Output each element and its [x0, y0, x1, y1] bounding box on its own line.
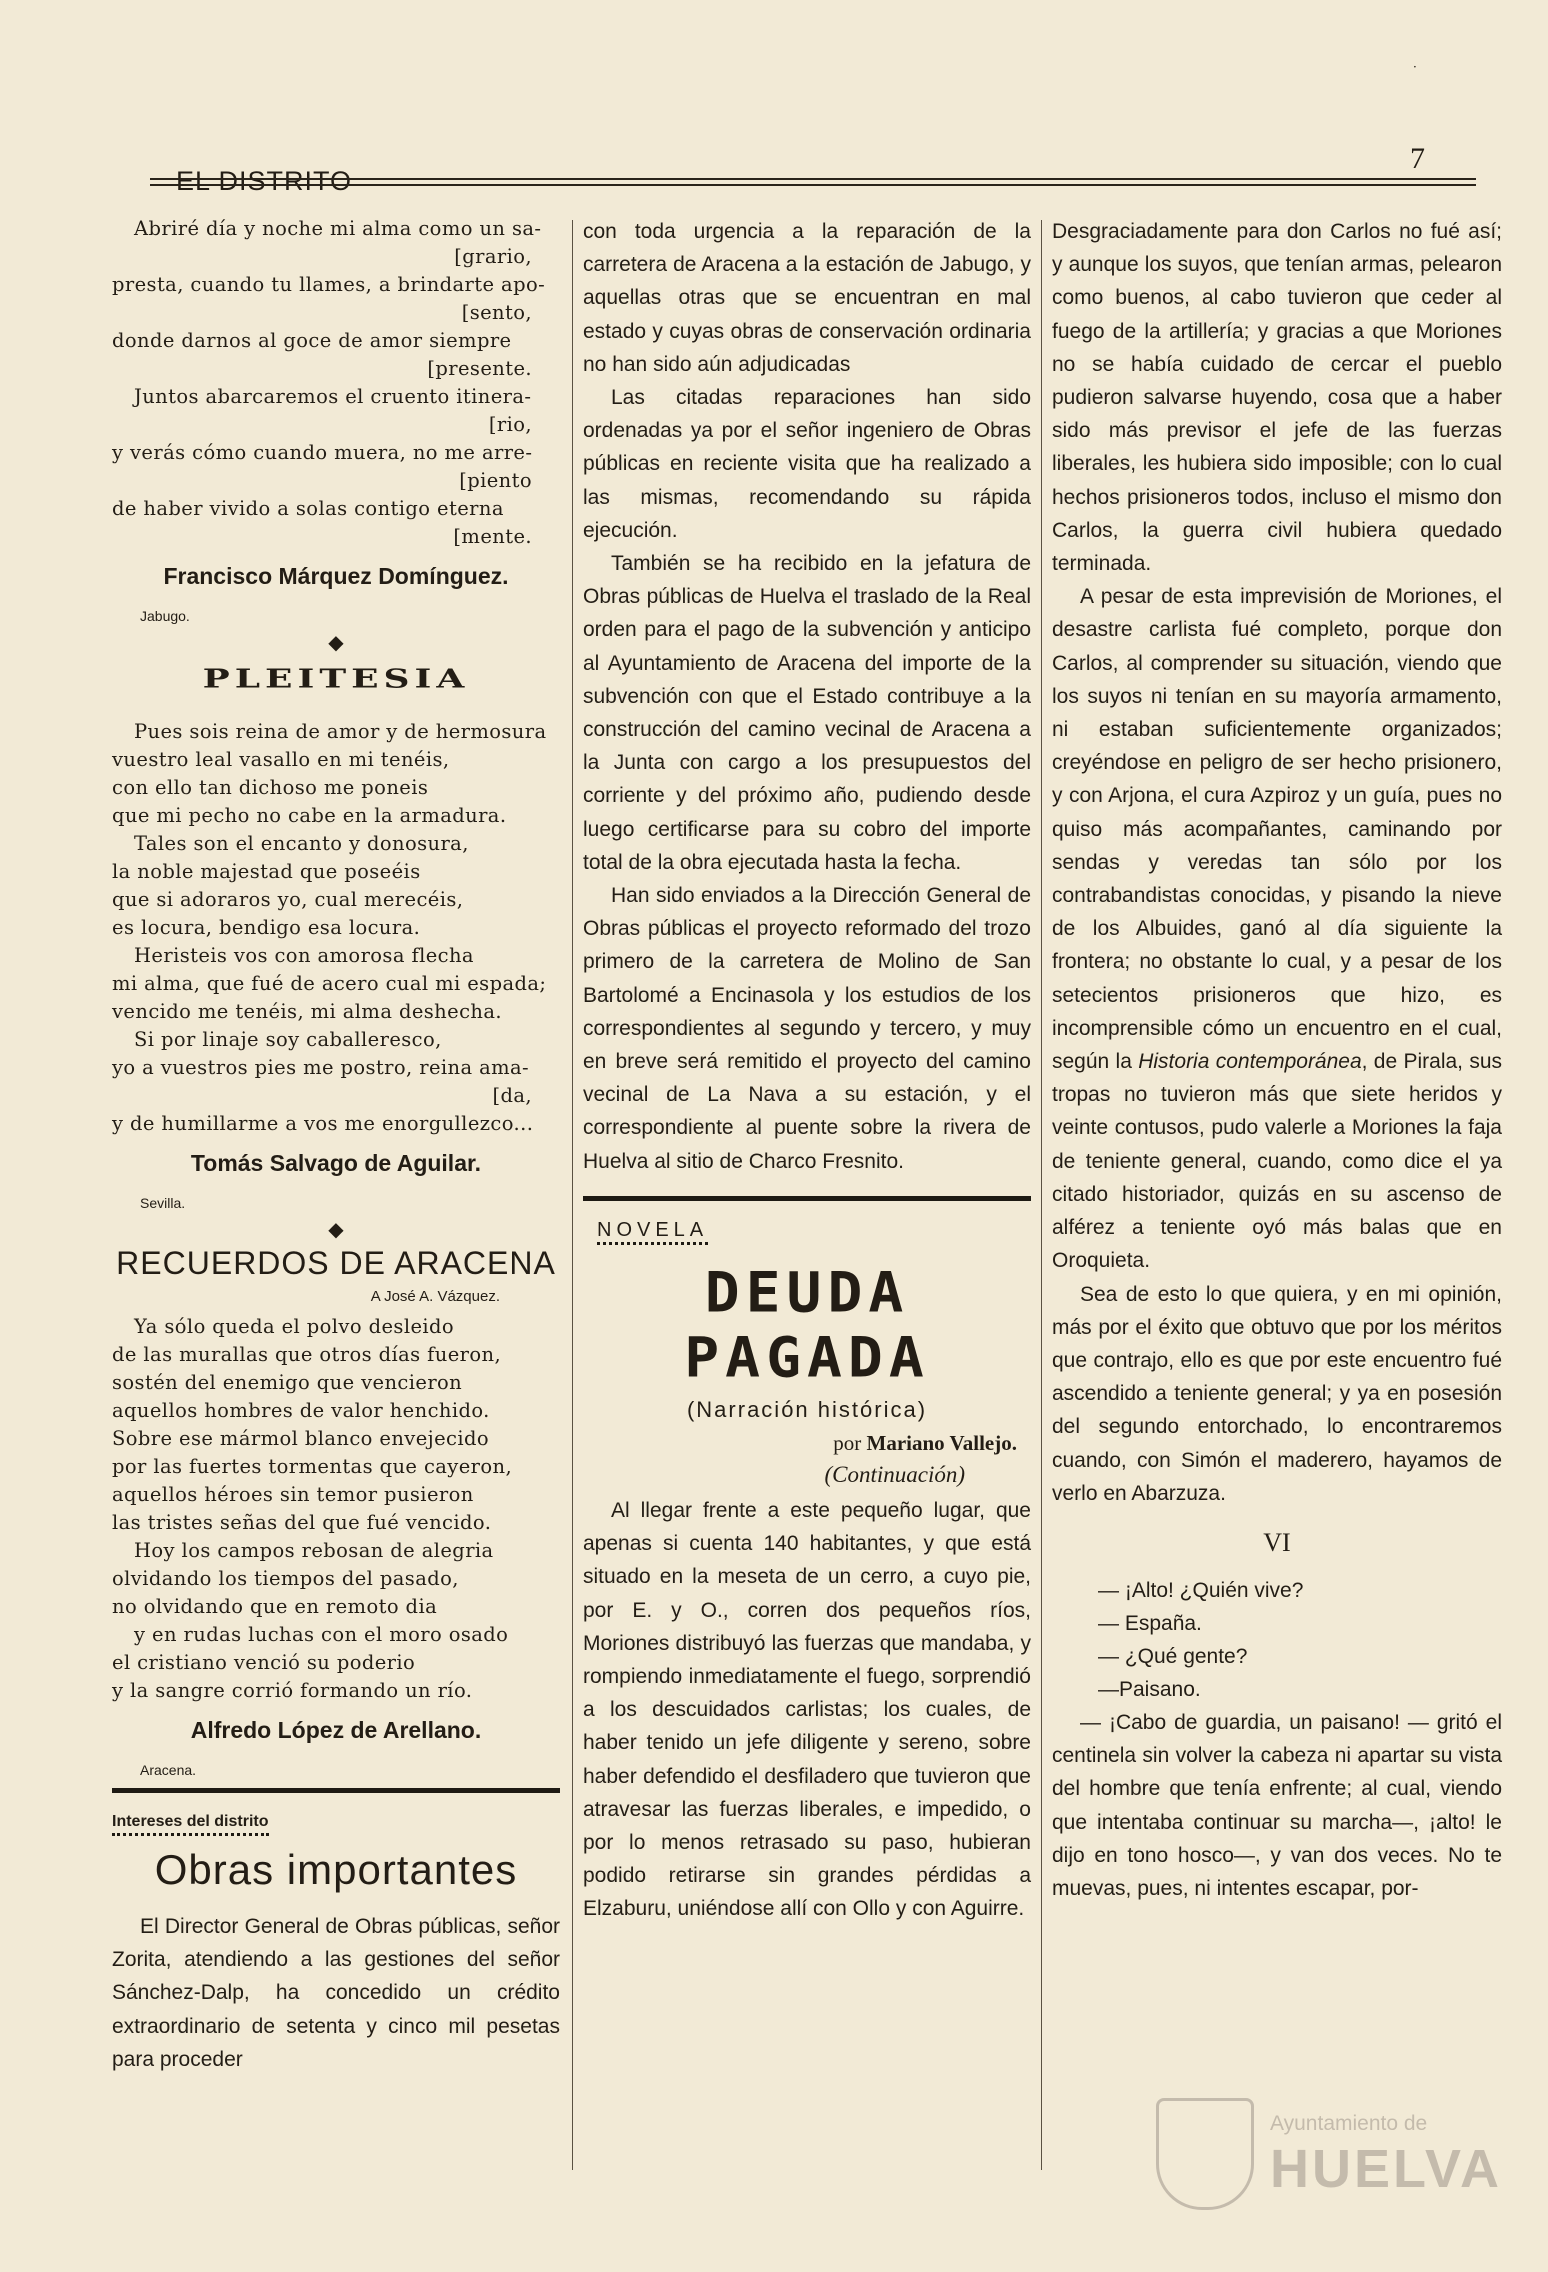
poem-author: Francisco Márquez Domínguez. [163, 563, 509, 589]
poem-place: Jabugo. [140, 608, 190, 624]
poem-line: olvidando los tiempos del pasado, [112, 1567, 459, 1590]
article-paragraph: Han sido enviados a la Dirección General de Obras públicas el proyecto reformado del trozo primero de la carretera de Molino de San Bartolomé a Encinasola y los estudios de los correspondientes al segundo y tercero, y muy en breve será remitido el proyecto del camino vecinal de La Nava a su estación, y el correspondiente al puente sobre la rivera de Huelva al sitio de Charco Fresnito. [583, 884, 1031, 1173]
poem-line: donde darnos al goce de amor siempre [112, 329, 512, 352]
book-title: Historia contemporánea [1138, 1050, 1362, 1074]
poem-line: y de humillarme a vos me enorgullezco... [112, 1112, 534, 1135]
poem-line: de las murallas que otros días fueron, [112, 1343, 502, 1366]
ornament-diamond: ◆ [328, 1217, 344, 1241]
ornament-diamond: ◆ [328, 630, 344, 654]
print-mark: · [1413, 60, 1417, 74]
header-rule-top [150, 178, 1476, 180]
poem-line: mi alma, que fué de acero cual mi espada; [112, 972, 547, 995]
section-rule [112, 1788, 560, 1793]
poem-line: [grario, [454, 245, 532, 268]
poem-line: es locura, bendigo esa locura. [112, 916, 421, 939]
article-title-obras: Obras importantes [154, 1846, 518, 1893]
poem-title-pleitesia: PLEITESIA [202, 663, 470, 695]
watermark-small-text: Ayuntamiento de [1270, 2112, 1428, 2135]
chapter-number: VI [1263, 1527, 1291, 1557]
header-rule-bottom [150, 184, 1476, 186]
novel-paragraph: Desgraciadamente para don Carlos no fué así; y aunque los suyos, que tenían armas, pelearon como buenos, al cabo tuvieron que ceder al fuego de la artillería; y gracias a que Moriones no se había cuidado de cercar el pueblo pudieron salvarse huyendo, cosa que a haber sido más previsor el jefe de las fuerzas liberales, les hubiera sido imposible; con lo cual hechos prisioneros todos, incluso el mismo don Carlos, la guerra civil hubiera quedado terminada. [1052, 220, 1502, 576]
poem-line: aquellos héroes sin temor pusieron [112, 1483, 474, 1506]
poem-line: Heristeis vos con amorosa flecha [134, 944, 474, 967]
poem-line: las tristes señas del que fué vencido. [112, 1511, 492, 1534]
poem-line: Abriré día y noche mi alma como un sa- [134, 217, 542, 240]
novel-paragraph [1052, 580, 1502, 1277]
poem-place: Sevilla. [140, 1195, 186, 1211]
poem-line: sostén del enemigo que vencieron [112, 1371, 463, 1394]
poem-line: yo a vuestros pies me postro, reina ama- [112, 1056, 530, 1079]
article-paragraph: con toda urgencia a la reparación de la carretera de Aracena a la estación de Jabugo, y aquellas otras que se encuentran en mal estado y cuyas obras de conservación ordinaria no han sido aún adjudicadas [583, 220, 1031, 376]
poem-line: [da, [492, 1084, 532, 1107]
novel-paragraph: Sea de esto lo que quiera, y en mi opinión, más por el éxito que obtuvo que por los méritos que contrajo, ello es que por este encuentro fué ascendido a teniente general; y ya en posesión del segundo entorchado, lo encontraremos cuando, con Simón el maderero, hayamos de verlo en Abarzuza. [1052, 1282, 1502, 1505]
article-paragraph: El Director General de Obras públicas, señor Zorita, atendiendo a las gestiones del señor Sánchez-Dalp, ha concedido un crédito extraordinario de setenta y cinco mil pesetas para proceder [112, 1915, 560, 2071]
dialog-line: — España. [1098, 1611, 1202, 1635]
poem-recuerdos [112, 1313, 560, 1705]
text-run: , de Pirala, sus tropas no tuvieron más que siete heridos y veinte contusos, pudo valerle a Moriones la faja de teniente general, cuando, como dice el ya citado historiador, quizás en su ascenso de alférez a teniente oyó más balas que en Oroquieta. [1052, 1050, 1503, 1273]
poem-author: Tomás Salvago de Aguilar. [190, 1150, 482, 1176]
poem-line: aquellos hombres de valor henchido. [112, 1399, 490, 1422]
dialog-line: — ¡Alto! ¿Quién vive? [1098, 1578, 1304, 1602]
byline-author: Mariano Vallejo. [866, 1430, 1017, 1455]
poem-line: [presente. [427, 357, 532, 380]
section-label: Intereses del distrito [112, 1813, 269, 1836]
poem-line: vuestro leal vasallo en mi tenéis, [112, 748, 450, 771]
column-3 [1052, 215, 1502, 1905]
poem-line: vencido me tenéis, mi alma deshecha. [112, 1000, 502, 1023]
watermark-large-text: HUELVA [1270, 2139, 1502, 2199]
poem-line: Juntos abarcaremos el cruento itinera- [134, 385, 532, 408]
poem-line: Si por linaje soy caballeresco, [134, 1028, 442, 1051]
poem-line: que mi pecho no cabe en la armadura. [112, 804, 507, 827]
poem-line: [piento [459, 469, 532, 492]
section-label-novela: NOVELA [597, 1219, 708, 1245]
poem-line: y la sangre corrió formando un río. [112, 1679, 473, 1702]
poem-line: y en rudas luchas con el moro osado [134, 1623, 509, 1646]
column-2 [583, 215, 1031, 1926]
poem-line: Tales son el encanto y donosura, [134, 832, 469, 855]
column-1 [112, 215, 560, 2076]
poem-title-recuerdos: RECUERDOS DE ARACENA [116, 1245, 556, 1281]
novel-subtitle: (Narración histórica) [686, 1396, 928, 1422]
continuation-note: (Continuación) [824, 1461, 965, 1487]
poem-line: Hoy los campos rebosan de alegria [134, 1539, 494, 1562]
poem-line: por las fuertes tormentas que cayeron, [112, 1455, 513, 1478]
poem-author: Alfredo López de Arellano. [190, 1717, 482, 1743]
novel-byline [583, 1431, 1017, 1456]
poem-line: Ya sólo queda el polvo desleido [134, 1315, 455, 1338]
newspaper-title: EL DISTRITO [176, 166, 353, 196]
article-paragraph: También se ha recibido en la jefatura de Obras públicas de Huelva el traslado de la Real orden para el pago de la subvención y anticipo al Ayuntamiento de Aracena del importe de la subvención con que el Estado contribuye a la construcción del camino vecinal de Aracena a la Junta con cargo a los presupuestos del corriente y del próximo año, pudiendo desde luego certificarse para su cobro del importe total de la obra ejecutada hasta la fecha. [583, 552, 1031, 874]
poem-abrire [112, 215, 560, 551]
poem-line: Pues sois reina de amor y de hermosura [134, 720, 547, 743]
poem-line: de haber vivido a solas contigo eterna [112, 497, 504, 520]
novel-title: DEUDA PAGADA [684, 1260, 930, 1390]
poem-dedication: A José A. Vázquez. [370, 1288, 500, 1305]
column-divider-1 [572, 220, 573, 2170]
poem-line: que si adoraros yo, cual merecéis, [112, 888, 464, 911]
novel-paragraph: — ¡Cabo de guardia, un paisano! — gritó el centinela sin volver la cabeza ni apartar su vista del hombre que tenía enfrente; al cual, viendo que intentaba continuar su marcha—, ¡alto! le dijo en tono hosco—, y van dos veces. No te muevas, pues, ni intentes escapar, por- [1052, 1710, 1502, 1900]
article-paragraph: Las citadas reparaciones han sido ordenadas ya por el señor ingeniero de Obras públicas en reciente visita que ha realizado a las mismas, recomendando su rápida ejecución. [583, 386, 1031, 542]
poem-line: y verás cómo cuando muera, no me arre- [112, 441, 533, 464]
dialog-line: — ¿Qué gente? [1098, 1644, 1248, 1668]
section-rule [583, 1196, 1031, 1201]
poem-pleitesia [112, 718, 560, 1138]
poem-line: el cristiano venció su poderio [112, 1651, 416, 1674]
byline-prefix: por [833, 1430, 862, 1455]
column-divider-2 [1041, 220, 1042, 2170]
poem-place: Aracena. [140, 1762, 197, 1778]
poem-line: presta, cuando tu llames, a brindarte apo- [112, 273, 546, 296]
dialog-line: —Paisano. [1098, 1677, 1201, 1701]
poem-line: Sobre ese mármol blanco envejecido [112, 1427, 490, 1450]
novel-paragraph: Al llegar frente a este pequeño lugar, que apenas si cuenta 140 habitantes, y que está situado en la meseta de un cerro, a cuyo pie, por E. y O., corren dos pequeños ríos, Moriones distribuyó las fuerzas que mandaba, y rompiendo inmediatamente el fuego, sorprendió a los descuidados carlistas; los cuales, de haber tenido un jefe diligente y sereno, sobre haber defendido el desfiladero que tuvieron que atravesar las fuerzas liberales, e impedido, o por lo menos retrasado su paso, hubieran podido retirarse sin grandes pérdidas a Elzaburu, uniéndose allí con Ollo y con Aguirre. [583, 1498, 1031, 1921]
coat-of-arms-icon [1156, 2098, 1254, 2210]
poem-line: [rio, [488, 413, 532, 436]
text-run: A pesar de esta imprevisión de Moriones, el desastre carlista fué completo, porque don Carlos, al comprender su situación, viendo que los suyos ni tenían en su mayoría armamento, ni estaban suficientemente organizados; creyéndose en peligro de ser hecho prisionero, y con Arjona, el cura Azpiroz y un guía, pues no quiso más acompañantes, caminando por sendas y veredas tan sólo por los contrabandistas conocidas, y pisando la nieve de los Albuides, ganó al día siguiente la frontera; no obstante lo cual, y a pesar de los setecientos prisioneros que hizo, es incomprensible cómo un encuentro en el cual, según la [1052, 585, 1502, 1074]
poem-line: [mente. [453, 525, 532, 548]
page-number: 7 [1410, 142, 1425, 175]
poem-line: [sento, [461, 301, 532, 324]
archive-watermark [1128, 2098, 1502, 2208]
poem-line: la noble majestad que poseéis [112, 860, 421, 883]
poem-line: no olvidando que en remoto dia [112, 1595, 438, 1618]
poem-line: con ello tan dichoso me poneis [112, 776, 429, 799]
